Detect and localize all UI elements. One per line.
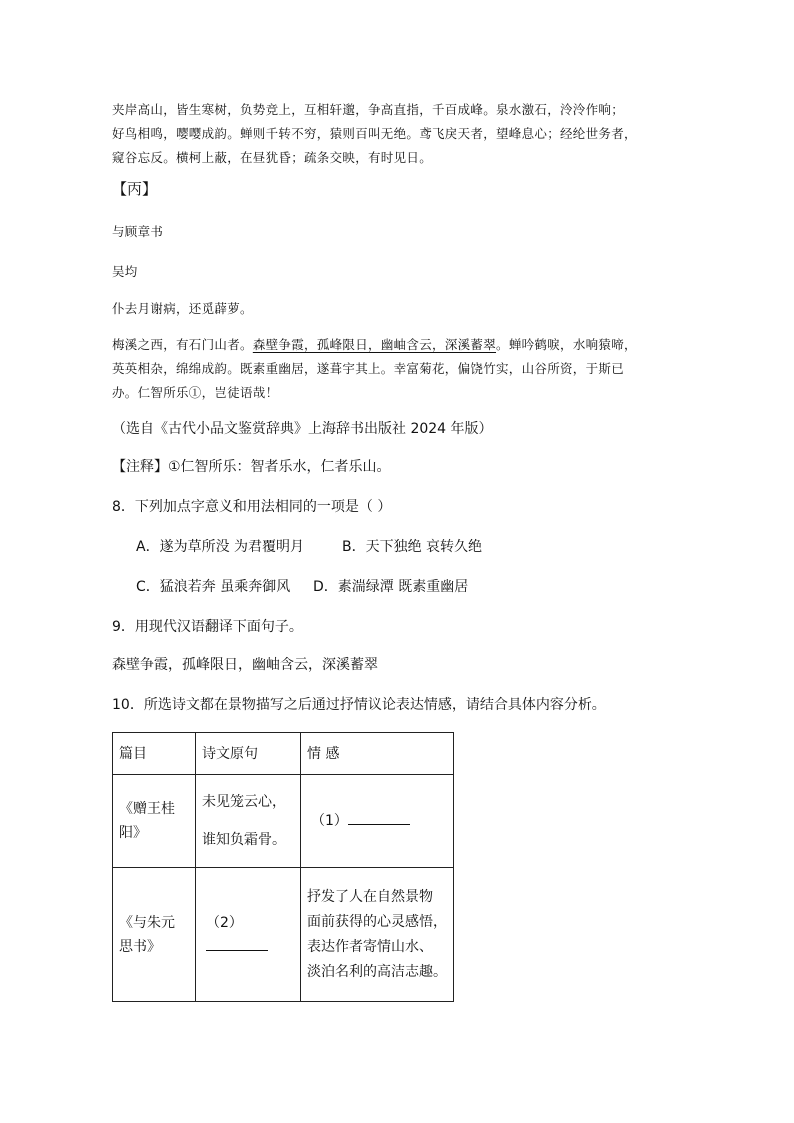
bing-paragraph-2-line-2: 英英相杂，绵绵成韵。既素重幽居，遂葺宇其上。幸富菊花，偏饶竹实，山谷所资，于斯已 bbox=[112, 361, 625, 376]
row2-emotion-cell bbox=[301, 868, 454, 1002]
question-8-option-c: C．猛浪若奔 虽乘奔御风 bbox=[136, 579, 291, 595]
header-cell-title: 篇目 bbox=[113, 733, 196, 775]
question-10-stem: 10．所选诗文都在景物描写之后通过抒情议论表达情感，请结合具体内容分析。 bbox=[112, 697, 606, 713]
answer-blank-1-label: （1） bbox=[311, 813, 348, 829]
question-9-stem: 9．用现代汉语翻译下面句子。 bbox=[112, 619, 303, 635]
bing-title: 与顾章书 bbox=[112, 224, 164, 239]
row2-emotion-line-1: 抒发了人在自然景物 bbox=[307, 888, 433, 905]
bing-p2-underlined: 森壁争霞，孤峰限日，幽岫含云，深溪蓄翠 bbox=[252, 337, 497, 352]
jia-text-line-2: 好鸟相鸣，嘤嘤成韵。蝉则千转不穷，猿则百叫无绝。鸢飞戾天者，望峰息心；经纶世务者， bbox=[112, 126, 637, 141]
answer-blank-1[interactable] bbox=[348, 810, 410, 825]
header-cell-quote: 诗文原句 bbox=[196, 733, 301, 775]
jia-text-line-1: 夹岸高山，皆生寒树，负势竞上，互相轩邈，争高直指，千百成峰。泉水激石，泠泠作响； bbox=[112, 102, 625, 117]
bing-paragraph-2-line-1 bbox=[112, 335, 637, 353]
source-citation: （选自《古代小品文鉴赏辞典》上海辞书出版社 2024 年版） bbox=[112, 421, 493, 437]
header-cell-emotion: 情 感 bbox=[301, 733, 454, 775]
table-row bbox=[113, 775, 454, 868]
question-8-stem: 8．下列加点字意义和用法相同的一项是（ ） bbox=[112, 499, 392, 515]
row1-title-line-2: 阳》 bbox=[119, 825, 147, 841]
question-8-option-d: D．素湍绿潭 既素重幽居 bbox=[313, 579, 469, 595]
bing-paragraph-2-line-3: 办。仁智所乐①，岂徒语哉！ bbox=[112, 385, 279, 400]
row2-title-cell bbox=[113, 868, 196, 1002]
row2-title-line-1: 《与朱元 bbox=[119, 914, 175, 931]
row1-quote-line-2: 谁知负霜骨。 bbox=[202, 832, 286, 848]
row2-emotion-line-4: 淡泊名利的高洁志趣。 bbox=[307, 963, 447, 980]
question-8-option-a: A．遂为草所没 为君覆明月 bbox=[136, 539, 305, 555]
answer-table bbox=[112, 732, 454, 1002]
answer-blank-2-label: （2） bbox=[206, 914, 243, 931]
row2-emotion-line-3: 表达作者寄情山水、 bbox=[307, 938, 433, 955]
row1-quote-line-1: 未见笼云心， bbox=[202, 794, 286, 810]
bing-p2-pre: 梅溪之西，有石门山者。 bbox=[112, 337, 253, 352]
table-header-row bbox=[113, 733, 454, 775]
row1-title-line-1: 《赠王桂 bbox=[119, 801, 175, 817]
bing-author: 吴均 bbox=[112, 264, 138, 279]
bing-paragraph-1: 仆去月谢病，还觅薜萝。 bbox=[112, 301, 253, 316]
section-label-bing: 【丙】 bbox=[112, 180, 158, 198]
question-9-sentence: 森壁争霞，孤峰限日，幽岫含云，深溪蓄翠 bbox=[112, 657, 378, 673]
bing-p2-post: 。蝉吟鹤唳，水响猿啼， bbox=[496, 337, 637, 352]
table-row bbox=[113, 868, 454, 1002]
row1-title-cell bbox=[113, 775, 196, 868]
row1-quote-cell bbox=[196, 775, 301, 868]
row2-emotion-line-2: 面前获得的心灵感悟， bbox=[307, 913, 447, 930]
row2-quote-cell bbox=[196, 868, 301, 1002]
question-8-option-b: B．天下独绝 哀转久绝 bbox=[342, 539, 483, 555]
jia-text-line-3: 窥谷忘反。横柯上蔽，在昼犹昏；疏条交映，有时见日。 bbox=[112, 150, 433, 165]
row1-emotion-cell bbox=[301, 775, 454, 868]
answer-blank-2[interactable] bbox=[206, 936, 268, 951]
annotation-note: 【注释】①仁智所乐：智者乐水，仁者乐山。 bbox=[112, 459, 391, 475]
row2-title-line-2: 思书》 bbox=[119, 938, 161, 955]
